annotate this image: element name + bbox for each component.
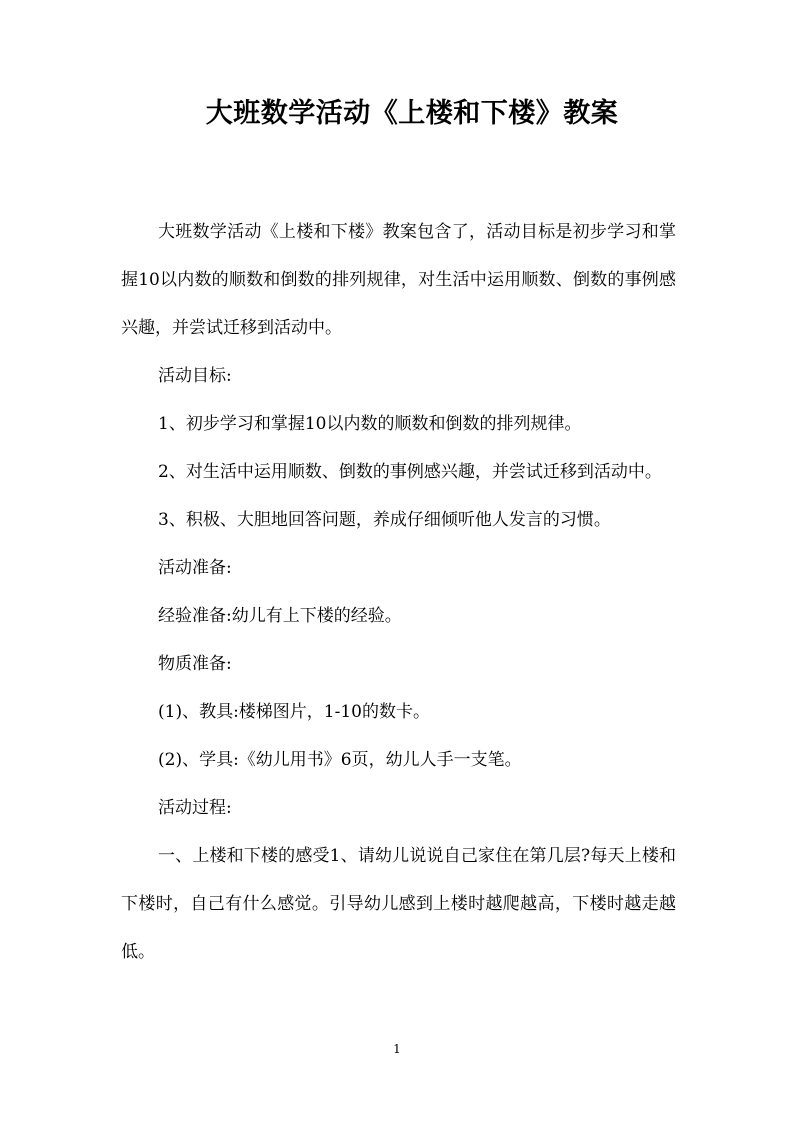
section-heading-process: 活动过程: <box>158 798 232 818</box>
document-body <box>121 208 676 976</box>
material-item-1: (1)、教具:楼梯图片，1-10的数卡。 <box>158 702 430 722</box>
goal-item-3: 3、积极、大胆地回答问题，养成仔细倾听他人发言的习惯。 <box>158 510 611 530</box>
page-number: 1 <box>393 1042 401 1056</box>
intro-paragraph: 大班数学活动《上楼和下楼》教案包含了，活动目标是初步学习和掌握10以内数的顺数和倒数的排列规律，对生活中运用顺数、倒数的事例感兴趣，并尝试迁移到活动中。 <box>121 222 676 338</box>
process-step-1: 一、上楼和下楼的感受1、请幼儿说说自己家住在第几层?每天上楼和下楼时，自己有什么感觉。引导幼儿感到上楼时越爬越高，下楼时越走越低。 <box>121 846 676 962</box>
experience-preparation: 经验准备:幼儿有上下楼的经验。 <box>158 606 402 626</box>
document-title: 大班数学活动《上楼和下楼》教案 <box>205 98 619 129</box>
section-heading-preparation: 活动准备: <box>158 558 232 578</box>
material-preparation-heading: 物质准备: <box>158 654 232 674</box>
section-heading-goals: 活动目标: <box>158 366 232 386</box>
material-item-2: (2)、学具:《幼儿用书》6页，幼儿人手一支笔。 <box>158 750 522 770</box>
goal-item-1: 1、初步学习和掌握10以内数的顺数和倒数的排列规律。 <box>158 414 582 434</box>
goal-item-2: 2、对生活中运用顺数、倒数的事例感兴趣，并尝试迁移到活动中。 <box>158 462 662 482</box>
